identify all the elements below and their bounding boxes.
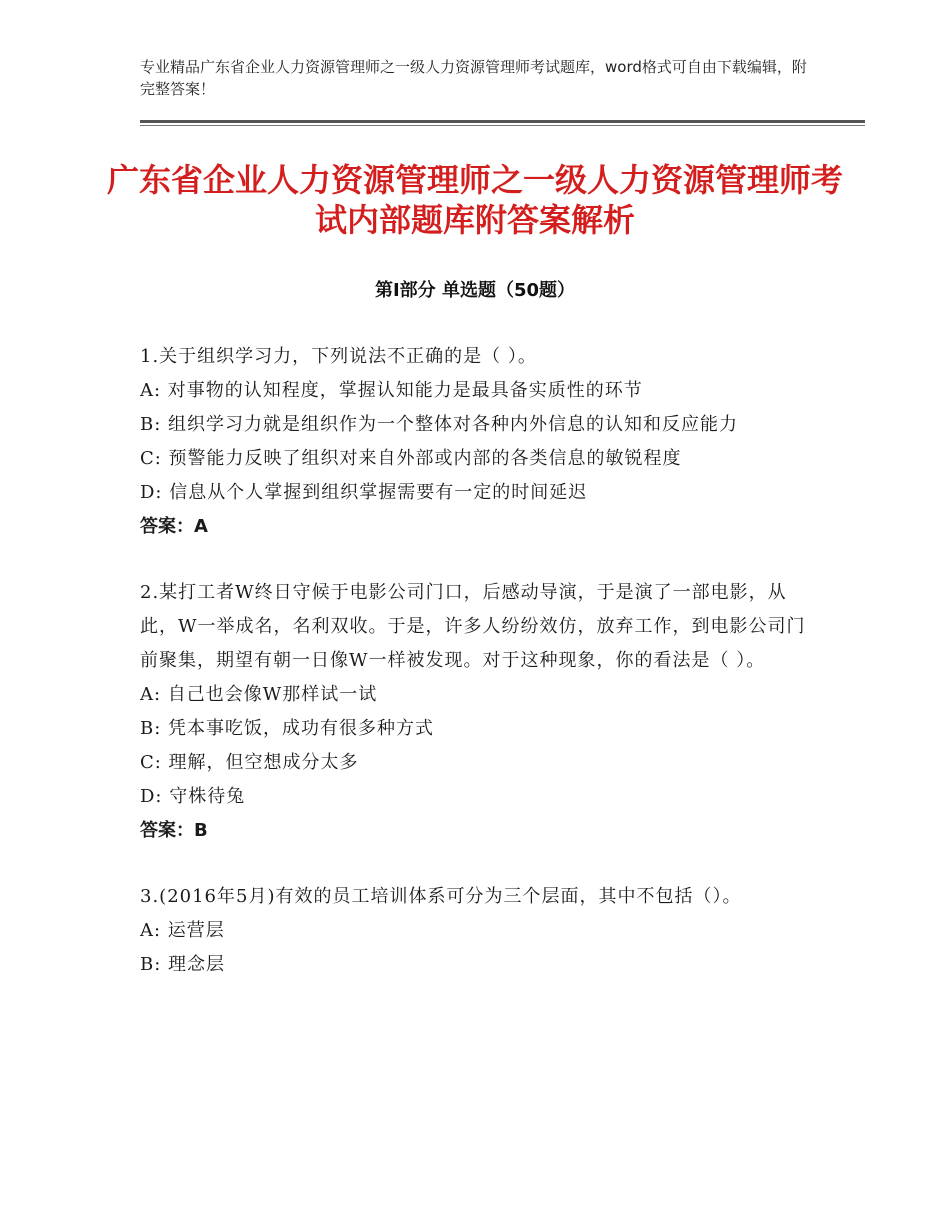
section-heading: 第Ⅰ部分 单选题（50题） — [374, 280, 575, 301]
question-stem: 2.某打工者W终日守候于电影公司门口，后感动导演，于是演了一部电影，从此，W一举成名，名利双收。于是，许多人纷纷效仿，放弃工作，到电影公司门前聚集，期望有朝一日像W一样被发现。对于这种现象，你的看法是（ ）。 — [140, 582, 806, 671]
question-stem: 1.关于组织学习力，下列说法不正确的是（ ）。 — [140, 346, 537, 367]
answer-text: 答案：A — [140, 516, 208, 537]
option-b: B: 组织学习力就是组织作为一个整体对各种内外信息的认知和反应能力 — [140, 414, 739, 435]
option-d: D: 守株待兔 — [140, 786, 246, 807]
option-d: D: 信息从个人掌握到组织掌握需要有一定的时间延迟 — [140, 482, 588, 503]
option-c: C: 预警能力反映了组织对来自外部或内部的各类信息的敏锐程度 — [140, 448, 682, 469]
option-a: A: 对事物的认知程度，掌握认知能力是最具备实质性的环节 — [140, 380, 643, 401]
header-note: 专业精品广东省企业人力资源管理师之一级人力资源管理师考试题库，word格式可自由下载编辑，附完整答案！ — [140, 58, 807, 98]
header-divider-thick — [140, 120, 865, 123]
header-divider-thin — [140, 125, 865, 126]
question-2 — [140, 576, 810, 848]
question-stem: 3.(2016年5月)有效的员工培训体系可分为三个层面，其中不包括（）。 — [140, 886, 742, 907]
option-a: A: 自己也会像W那样试一试 — [140, 684, 378, 705]
question-list — [140, 340, 810, 1014]
option-b: B: 凭本事吃饭，成功有很多种方式 — [140, 718, 435, 739]
option-b: B: 理念层 — [140, 954, 226, 975]
option-c: C: 理解，但空想成分太多 — [140, 752, 359, 773]
answer-text: 答案：B — [140, 820, 208, 841]
question-1 — [140, 340, 810, 544]
document-title: 广东省企业人力资源管理师之一级人力资源管理师考试内部题库附答案解析 — [106, 161, 843, 239]
option-a: A: 运营层 — [140, 920, 225, 941]
question-3 — [140, 880, 810, 982]
